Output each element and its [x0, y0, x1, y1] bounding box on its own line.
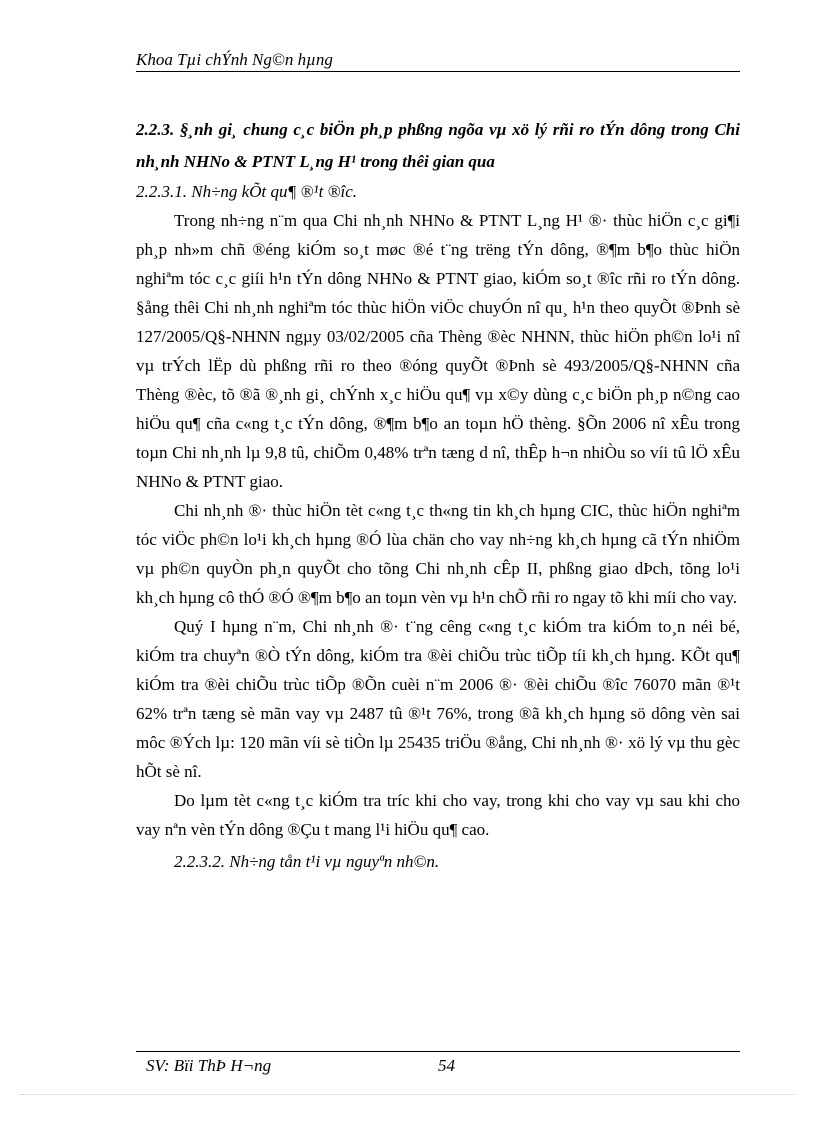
paragraph: Chi nh¸nh ®· thùc hiÖn tèt c«ng t¸c th«ng tin kh¸ch hµng CIC, thùc hiÖn nghiªm tóc viÖc ph©n lo¹i kh¸ch hµng ®Ó lùa chän cho vay nh÷ng kh¸ch hµng cã tÝn nhiÖm vµ ph©n quyÒn ph¸n quyÕt cho tõng Chi nh¸nh cÊp II, phßng giao dÞch, tõng lo¹i kh¸ch hµng cô thÓ ®Ó ®¶m b¶o an toµn vèn vµ h¹n chÕ rñi ro ngay tõ khi míi cho vay. — [136, 501, 740, 607]
section-heading: 2.2.3. §¸nh gi¸ chung c¸c biÖn ph¸p phßng ngõa vµ xö lý rñi ro tÝn dông trong Chi nh¸nh NHNo & PTNT L¸ng H¹ trong thêi gian qua — [136, 120, 740, 171]
page-bottom-border — [20, 1094, 796, 1095]
footer-rule — [136, 1051, 740, 1052]
paragraph: Quý I hµng n¨m, Chi nh¸nh ®· t¨ng cêng c«ng t¸c kiÓm tra kiÓm to¸n néi bé, kiÓm tra chuyªn ®Ò tÝn dông, kiÓm tra ®èi chiÕu trùc tiÕp tíi kh¸ch hµng. KÕt qu¶ kiÓm tra ®èi chiÕu trùc tiÕp ®Õn cuèi n¨m 2006 ®· ®èi chiÕu ®îc 76070 mãn ®¹t 62% trªn tæng sè mãn vay vµ 2487 tû ®¹t 76%, trong ®ã kh¸ch hµng sö dông vèn sai môc ®Ých lµ: 120 mãn víi sè tiÒn lµ 25435 triÖu ®ång, Chi nh¸nh ®· xö lý vµ thu gèc hÕt sè nî. — [136, 617, 740, 781]
paragraph: Trong nh÷ng n¨m qua Chi nh¸nh NHNo & PTNT L¸ng H¹ ®· thùc hiÖn c¸c gi¶i ph¸p nh»m chñ ®éng kiÓm so¸t møc ®é t¨ng trëng tÝn dông, ®¶m b¶o thùc hiÖn nghiªm tóc c¸c giíi h¹n tÝn dông NHNo & PTNT giao, kiÓm so¸t ®îc rñi ro tÝn dông. §ång thêi Chi nh¸nh nghiªm tóc thùc hiÖn viÖc chuyÓn nî qu¸ h¹n theo quyÕt ®Þnh sè 127/2005/Q§-NHNN ngµy 03/02/2005 cña Thèng ®èc NHNN, thùc hiÖn ph©n lo¹i nî vµ trÝch lËp dù phßng rñi ro theo ®óng quyÕt ®Þnh sè 493/2005/Q§-NHNN cña Thèng ®èc, tõ ®ã ®¸nh gi¸ chÝnh x¸c hiÖu qu¶ vµ x©y dùng c¸c biÖn ph¸p n©ng cao hiÖu qu¶ cña c«ng t¸c tÝn dông, ®¶m b¶o an toµn hÖ thèng. §Õn 2006 nî xÊu trong toµn Chi nh¸nh lµ 9,8 tû, chiÕm 0,48% trªn tæng d nî, thÊp h¬n nhiÒu so víi tû lÖ xÊu NHNo & PTNT giao. — [136, 211, 740, 491]
body-text — [136, 114, 740, 876]
page-number: 54 — [438, 1056, 455, 1075]
running-header: Khoa Tµi chÝnh Ng©n hµng — [136, 50, 333, 69]
subsection-heading-limitations: 2.2.3.2. Nh÷ng tån t¹i vµ nguyªn nh©n. — [174, 852, 440, 871]
subsection-heading-achievements: 2.2.3.1. Nh÷ng kÕt qu¶ ®¹t ®îc. — [136, 182, 358, 201]
footer-author: SV: Bïi ThÞ H¬ng — [146, 1056, 272, 1075]
header-rule — [136, 71, 740, 72]
paragraph: Do lµm tèt c«ng t¸c kiÓm tra tríc khi cho vay, trong khi cho vay vµ sau khi cho vay nªn vèn tÝn dông ®Çu t mang l¹i hiÖu qu¶ cao. — [136, 791, 740, 839]
